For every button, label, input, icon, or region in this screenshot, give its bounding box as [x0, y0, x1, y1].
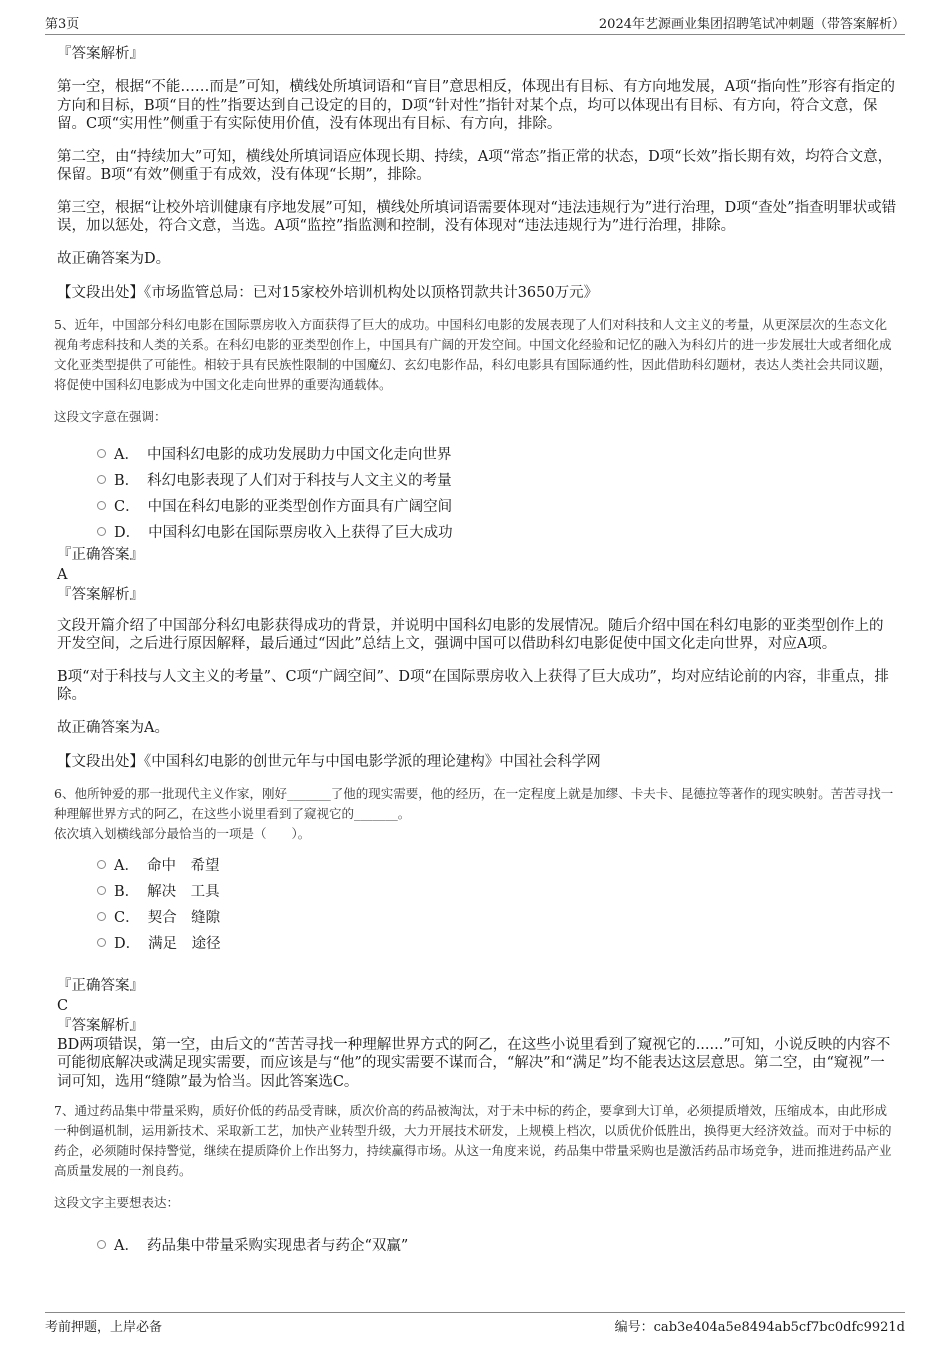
- q6-option-c[interactable]: [97, 904, 897, 930]
- q5-stem: 5、近年，中国部分科幻电影在国际票房收入方面获得了巨大的成功。中国科幻电影的发展表现了人们对科技和人文主义的考量，从更深层次的生态文化视角考虑科技和人类的关系。在科幻电影的亚类型创作上，中国具有广阔的开发空间。中国文化经验和记忆的融入为科幻片的进一步发展壮大或者细化成文化亚类型提供了可能性。相较于具有民族性限制的中国魔幻、玄幻电影作品，科幻电影具有国际通约性，因此借助科幻题材，表达人类社会共同议题，将促使中国科幻电影成为中国文化走向世界的重要沟通载体。: [54, 316, 892, 392]
- q6-option-d[interactable]: [97, 930, 897, 956]
- option-letter: A．: [114, 447, 139, 463]
- q5-analysis-label: 『答案解析』: [57, 586, 144, 603]
- q6-prompt: 依次填入划横线部分最恰当的一项是（ ）。: [54, 825, 311, 841]
- page-footer: [45, 1312, 905, 1335]
- option-letter: D．: [114, 525, 141, 541]
- option-letter: C．: [114, 499, 140, 515]
- option-text: 命中 希望: [146, 858, 220, 874]
- q5-prompt: 这段文字意在强调：: [54, 408, 167, 424]
- q6-analysis-p1: BD两项错误，第一空，由后文的“苦苦寻找一种理解世界方式的阿乙，在这些小说里看到了窥视它的......”可知，小说反映的内容不可能彻底解决或满足现实需要，而应该是与“他”的现实需要不谋而合，“解决”和“满足”均不能表达这层意思。第二空，由“窥视”一词可知，选用“缝隙”最为恰当。因此答案选C。: [57, 1036, 891, 1090]
- option-letter: A．: [114, 1237, 139, 1254]
- document-id: 编号：cab3e404a5e8494ab5cf7bc0dfc9921d: [614, 1320, 905, 1335]
- q4-analysis-p1: 第一空，根据“不能……而是”可知，横线处所填词语和“盲目”意思相反，体现出有目标、有方向地发展，A项“指向性”形容有指定的方向和目标，B项“目的性”指要达到自己设定的目的，D项“针对性”指针对某个点，均可以体现出有目标、有方向，符合文意，保留。C项“实用性”侧重于有实际使用价值，没有体现出有目标、有方向，排除。: [57, 79, 895, 132]
- q5-answer: A: [57, 566, 68, 583]
- q5-analysis-p1: 文段开篇介绍了中国部分科幻电影获得成功的背景，并说明中国科幻电影的发展情况。随后介绍中国在科幻电影的亚类型创作上的开发空间，之后进行原因解释，最后通过“因此”总结上文，强调中国可以借助科幻电影促使中国文化走向世界，对应A项。: [57, 617, 884, 652]
- option-text: 中国科幻电影在国际票房收入上获得了巨大成功: [148, 525, 453, 541]
- radio-icon[interactable]: [97, 912, 106, 921]
- radio-icon[interactable]: [97, 1240, 106, 1249]
- option-text: 科幻电影表现了人们对于科技与人文主义的考量: [147, 473, 452, 489]
- radio-icon[interactable]: [97, 886, 106, 895]
- page-header: [45, 10, 905, 35]
- q7-prompt: 这段文字主要想表达：: [54, 1195, 180, 1210]
- option-text: 中国在科幻电影的亚类型创作方面具有广阔空间: [147, 499, 453, 515]
- option-text: 中国科幻电影的成功发展助力中国文化走向世界: [146, 447, 452, 463]
- q6-answer: C: [57, 997, 69, 1014]
- q7-options: [57, 1231, 897, 1257]
- radio-icon[interactable]: [97, 527, 106, 536]
- q5-option-d[interactable]: [97, 519, 897, 545]
- option-text: 解决 工具: [147, 884, 220, 900]
- q7-stem: 7、通过药品集中带量采购，质好价低的药品受青睐，质次价高的药品被淘汰，对于未中标的药企，要拿到大订单，必须提质增效，压缩成本，由此形成一种倒逼机制，运用新技术、采取新工艺，加快产业转型升级，大力开展技术研发，上规模上档次，以质优价低胜出，换得更大经济效益。而对于中标的药企，必须随时保持警觉，继续在提质降价上作出努力，持续赢得市场。从这一角度来说，药品集中带量采购也是激活药品市场竞争，进而推进药品产业高质量发展的一剂良药。: [54, 1103, 892, 1178]
- option-text: 契合 缝隙: [147, 910, 221, 926]
- q5-option-c[interactable]: [97, 493, 897, 519]
- q7-option-a[interactable]: [97, 1231, 897, 1257]
- option-letter: D．: [114, 936, 141, 952]
- option-letter: C．: [114, 910, 140, 926]
- q6-stem: 6、他所钟爱的那一批现代主义作家，刚好_______了他的现实需要，他的经历，在一定程度上就是加缪、卡夫卡、昆德拉等著作的现实映射。苦苦寻找一种理解世界方式的阿乙，在这些小说里看到了窥视它的_______。: [54, 785, 894, 821]
- q4-analysis-p3: 第三空，根据“让校外培训健康有序地发展”可知，横线处所填词语需要体现对“违法违规行为”进行治理，D项“查处”指查明罪状或错误，加以惩处，符合文意，当选。A项“监控”指监测和控制，没有体现对“违法违规行为”进行治理，排除。: [57, 199, 897, 234]
- q4-analysis-p2: 第二空，由“持续加大”可知，横线处所填词语应体现长期、持续，A项“常态”指正常的状态，D项“长效”指长期有效，均符合文意，保留。B项“有效”侧重于有成效，没有体现“长期”，排除。: [57, 148, 893, 183]
- radio-icon[interactable]: [97, 501, 106, 510]
- q5-option-b[interactable]: [97, 467, 897, 493]
- q5-source: 【文段出处】《中国科幻电影的创世元年与中国电影学派的理论建构》中国社会科学网: [57, 754, 601, 770]
- footer-slogan: 考前押题，上岸必备: [45, 1320, 163, 1335]
- q4-source: 【文段出处】《市场监管总局：已对15家校外培训机构处以顶格罚款共计3650万元》: [57, 285, 599, 301]
- q5-option-a[interactable]: [97, 441, 897, 467]
- q5-options: [57, 441, 897, 545]
- q5-conclusion: 故正确答案为A。: [57, 719, 169, 736]
- q6-option-b[interactable]: [97, 878, 897, 904]
- document-title: 2024年艺源画业集团招聘笔试冲刺题（带答案解析）: [598, 17, 905, 32]
- q6-answer-label: 『正确答案』: [57, 977, 144, 994]
- radio-icon[interactable]: [97, 475, 106, 484]
- q6-options: [57, 852, 897, 956]
- radio-icon[interactable]: [97, 449, 106, 458]
- option-letter: A．: [114, 858, 139, 874]
- option-letter: B．: [114, 884, 140, 900]
- q5-answer-label: 『正确答案』: [57, 546, 144, 563]
- option-text: 药品集中带量采购实现患者与药企“双赢”: [146, 1237, 409, 1254]
- q4-analysis-label: 『答案解析』: [57, 46, 144, 62]
- radio-icon[interactable]: [97, 860, 106, 869]
- radio-icon[interactable]: [97, 938, 106, 947]
- q6-option-a[interactable]: [97, 852, 897, 878]
- option-text: 满足 途径: [148, 936, 221, 952]
- option-letter: B．: [114, 473, 140, 489]
- q6-analysis-label: 『答案解析』: [57, 1017, 144, 1034]
- page-number: 第3页: [45, 17, 80, 32]
- page-content: [54, 44, 897, 1257]
- q5-analysis-p2: B项“对于科技与人文主义的考量”、C项“广阔空间”、D项“在国际票房收入上获得了巨大成功”，均对应结论前的内容，非重点，排除。: [57, 668, 889, 703]
- q4-conclusion: 故正确答案为D。: [57, 250, 171, 267]
